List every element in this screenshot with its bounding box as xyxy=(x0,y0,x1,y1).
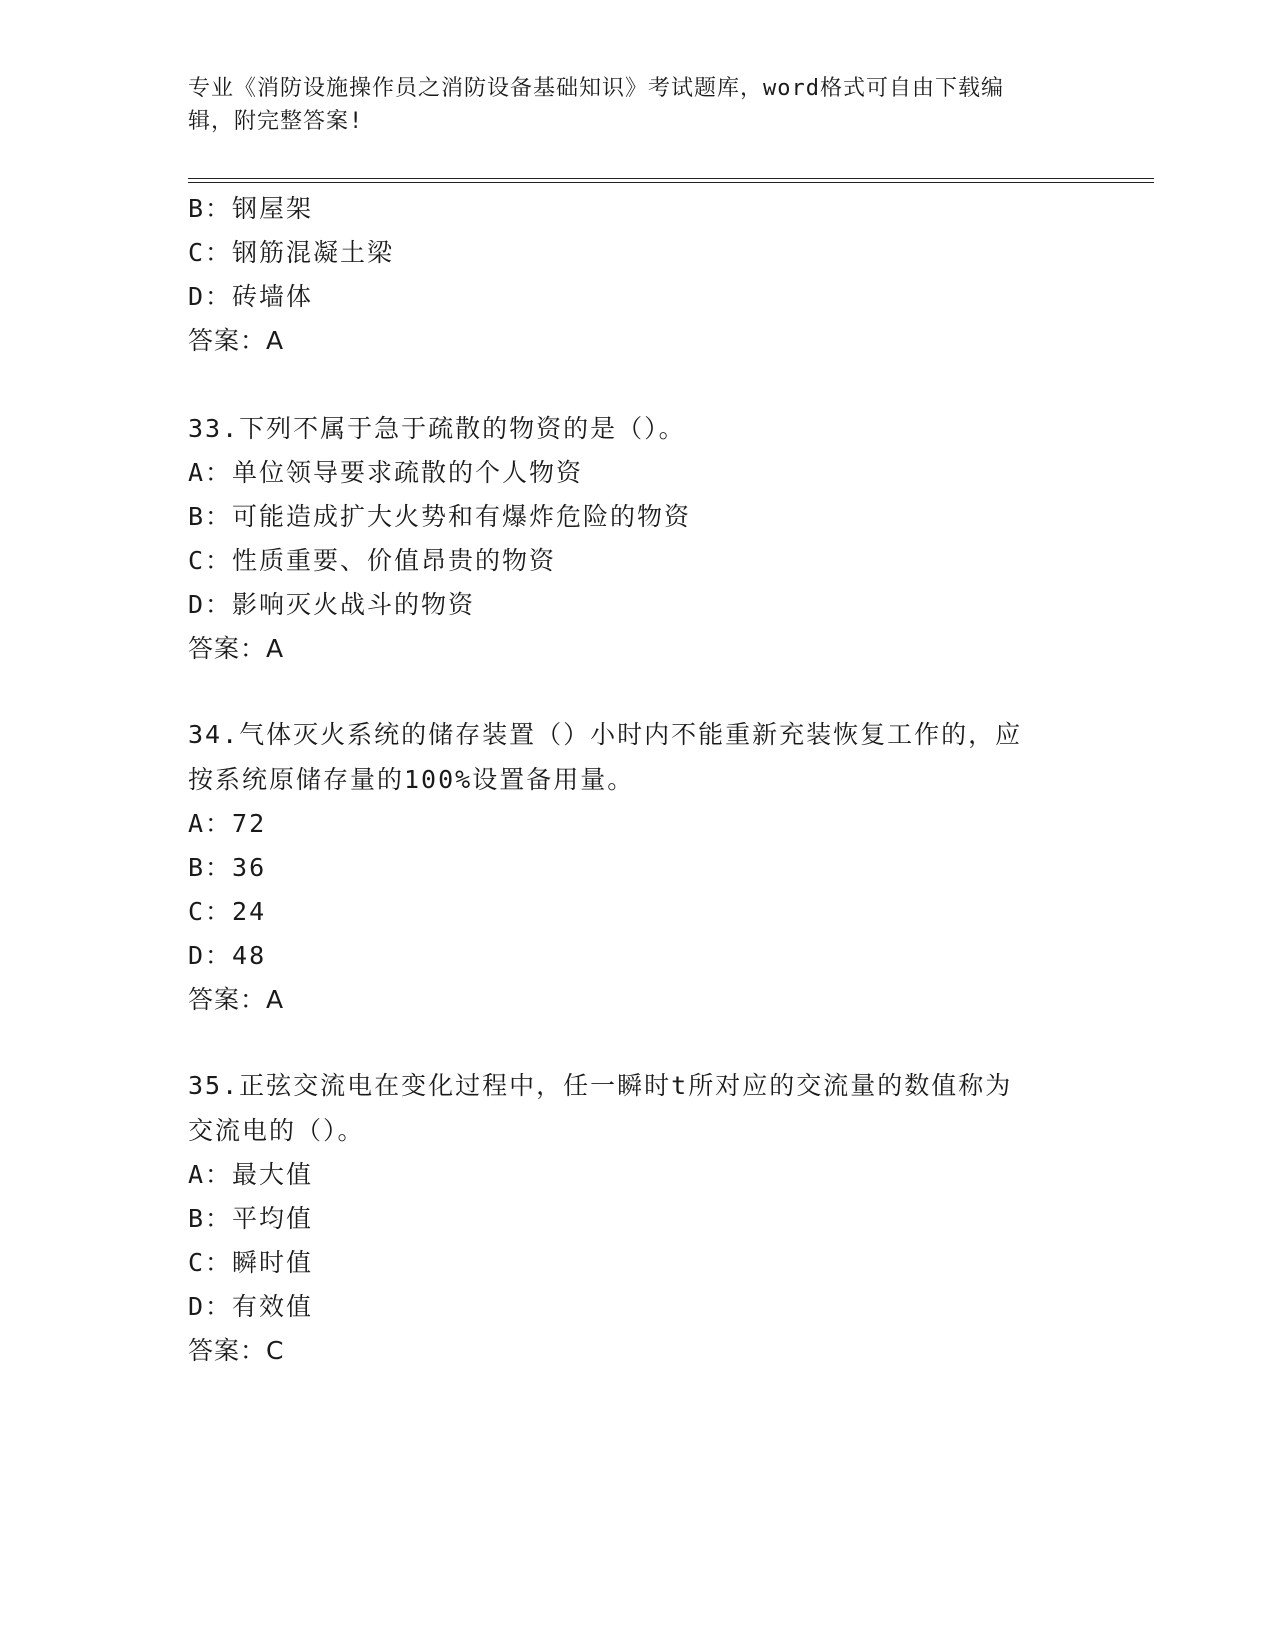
document-header xyxy=(188,72,1068,138)
q33-option-b: B：可能造成扩大火势和有爆炸危险的物资 xyxy=(188,502,692,531)
q32-answer: 答案：A xyxy=(188,326,285,355)
q34-stem-line-2: 按系统原储存量的100%设置备用量。 xyxy=(188,765,635,794)
q34-option-b: B：36 xyxy=(188,853,267,882)
header-line-2: 辑，附完整答案! xyxy=(188,109,364,134)
q33-option-a: A：单位领导要求疏散的个人物资 xyxy=(188,458,584,487)
q35-stem-line-2: 交流电的（）。 xyxy=(188,1116,365,1145)
q35-option-b: B：平均值 xyxy=(188,1204,314,1233)
q35-option-a: A：最大值 xyxy=(188,1160,314,1189)
q35-stem-line-1: 35.正弦交流电在变化过程中，任一瞬时t所对应的交流量的数值称为 xyxy=(188,1071,1013,1100)
q34-option-c: C：24 xyxy=(188,897,267,926)
header-line-1: 专业《消防设施操作员之消防设备基础知识》考试题库，word格式可自由下载编 xyxy=(188,76,1004,101)
q35-option-c: C：瞬时值 xyxy=(188,1248,314,1277)
q34-option-a: A：72 xyxy=(188,809,267,838)
q33-option-d: D：影响灭火战斗的物资 xyxy=(188,590,476,619)
header-divider-top xyxy=(188,178,1154,179)
q32-option-c: C：钢筋混凝土梁 xyxy=(188,238,395,267)
q35-option-d: D：有效值 xyxy=(188,1292,314,1321)
q32-option-b: B：钢屋架 xyxy=(188,194,314,223)
q34-option-d: D：48 xyxy=(188,941,267,970)
q34-answer: 答案：A xyxy=(188,985,285,1014)
header-divider-bottom xyxy=(188,182,1154,183)
q33-stem: 33.下列不属于急于疏散的物资的是（）。 xyxy=(188,414,686,443)
q33-answer: 答案：A xyxy=(188,634,285,663)
q35-answer: 答案：C xyxy=(188,1336,285,1365)
q32-option-d: D：砖墙体 xyxy=(188,282,314,311)
q34-stem-line-1: 34.气体灭火系统的储存装置（）小时内不能重新充装恢复工作的，应 xyxy=(188,720,1023,749)
q33-option-c: C：性质重要、价值昂贵的物资 xyxy=(188,546,557,575)
